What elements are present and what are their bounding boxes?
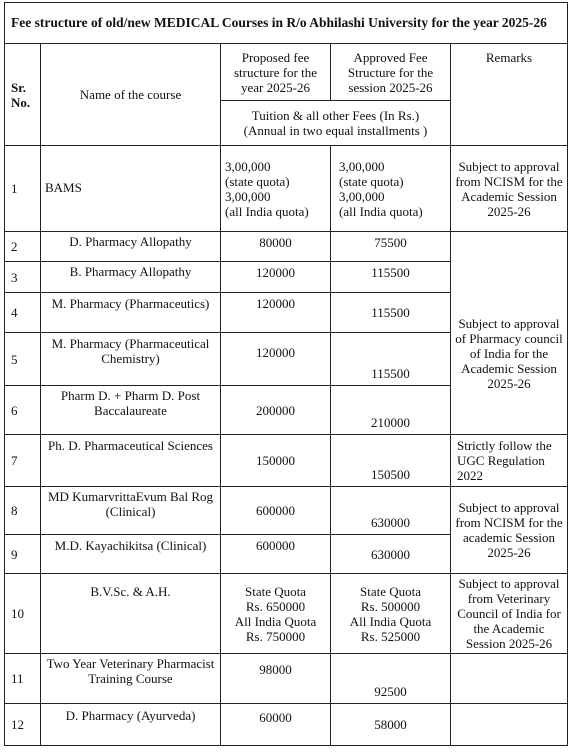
approved-fee-cell: 150500 [331,435,451,487]
table-row [5,704,568,746]
approved-fee-cell: 75500 [331,232,451,262]
course-cell: M. Pharmacy (Pharmaceutics) [41,293,221,333]
approved-state-quota: 3,00,000 (state quota) [339,158,404,189]
sr-cell: 9 [5,535,41,574]
header-sr-no: Sr. No. [5,44,41,146]
course-cell: M. Pharmacy (Pharmaceutical Chemistry) [41,333,221,386]
table-row [5,232,568,262]
sr-cell: 11 [5,654,41,704]
proposed-fee-cell [221,146,331,232]
proposed-fee-cell: 120000 [221,333,331,386]
proposed-fee-cell: 98000 [221,654,331,704]
approved-fee-cell: 210000 [331,386,451,435]
header-tuition-note: Tuition & all other Fees (In Rs.) (Annual in two equal installments ) [221,101,451,146]
table-row [5,654,568,704]
approved-fee-cell: 630000 [331,487,451,535]
approved-fee-cell: State Quota Rs. 500000 All India Quota Rs. 525000 [331,574,451,654]
sr-cell: 6 [5,386,41,435]
proposed-fee-cell: 600000 [221,535,331,574]
approved-fee-cell: 115500 [331,293,451,333]
approved-fee-cell: 630000 [331,535,451,574]
header-proposed-fee: Proposed fee structure for the year 2025-26 [221,44,331,101]
proposed-fee-cell: 150000 [221,435,331,487]
document-title: Fee structure of old/new MEDICAL Courses in R/o Abhilashi University for the year 2025-26 [5,3,568,44]
header-course-name: Name of the course [41,44,221,146]
remarks-cell: Strictly follow the UGC Regulation 2022 [451,435,568,487]
approved-fee-cell [331,146,451,232]
header-remarks: Remarks [451,44,568,146]
course-cell: BAMS [41,146,221,232]
remarks-cell: Subject to approval from Veterinary Council of India for the Academic Session 2025-26 [451,574,568,654]
sr-cell: 3 [5,262,41,293]
course-cell: D. Pharmacy Allopathy [41,232,221,262]
sr-cell: 2 [5,232,41,262]
sr-cell: 12 [5,704,41,746]
remarks-cell [451,654,568,704]
course-cell: D. Pharmacy (Ayurveda) [41,704,221,746]
sr-cell: 1 [5,146,41,232]
proposed-fee-cell: State Quota Rs. 650000 All India Quota Rs. 750000 [221,574,331,654]
proposed-state-quota: 3,00,000 (state quota) [225,158,290,189]
proposed-fee-cell: 120000 [221,262,331,293]
remarks-cell-pharmacy: Subject to approval of Pharmacy council of India for the Academic Session 2025-26 [451,232,568,435]
approved-india-quota: 3,00,000 (all India quota) [339,188,423,219]
course-cell: Ph. D. Pharmaceutical Sciences [41,435,221,487]
remarks-cell-ncism: Subject to approval from NCISM for the academic Session 2025-26 [451,487,568,574]
table-row [5,146,568,232]
table-row [5,574,568,654]
approved-fee-cell: 92500 [331,654,451,704]
course-cell: M.D. Kayachikitsa (Clinical) [41,535,221,574]
proposed-india-quota: 3,00,000 (all India quota) [225,188,309,219]
approved-fee-cell: 115500 [331,262,451,293]
proposed-fee-cell: 80000 [221,232,331,262]
proposed-fee-cell: 60000 [221,704,331,746]
remarks-cell: Subject to approval from NCISM for the Academic Session 2025-26 [451,146,568,232]
proposed-fee-cell: 600000 [221,487,331,535]
approved-fee-cell: 115500 [331,333,451,386]
sr-cell: 10 [5,574,41,654]
header-approved-fee: Approved Fee Structure for the session 2025-26 [331,44,451,101]
sr-cell: 8 [5,487,41,535]
course-cell: MD KumarvrittaEvum Bal Rog (Clinical) [41,487,221,535]
remarks-cell [451,704,568,746]
course-cell: Pharm D. + Pharm D. Post Baccalaureate [41,386,221,435]
course-cell: B. Pharmacy Allopathy [41,262,221,293]
fee-document [4,2,567,746]
approved-fee-cell: 58000 [331,704,451,746]
sr-cell: 7 [5,435,41,487]
fee-table [4,2,568,746]
course-cell: B.V.Sc. & A.H. [41,574,221,654]
sr-cell: 4 [5,293,41,333]
table-row [5,487,568,535]
course-cell: Two Year Veterinary Pharmacist Training Course [41,654,221,704]
proposed-fee-cell: 120000 [221,293,331,333]
proposed-fee-cell: 200000 [221,386,331,435]
table-row [5,435,568,487]
sr-cell: 5 [5,333,41,386]
